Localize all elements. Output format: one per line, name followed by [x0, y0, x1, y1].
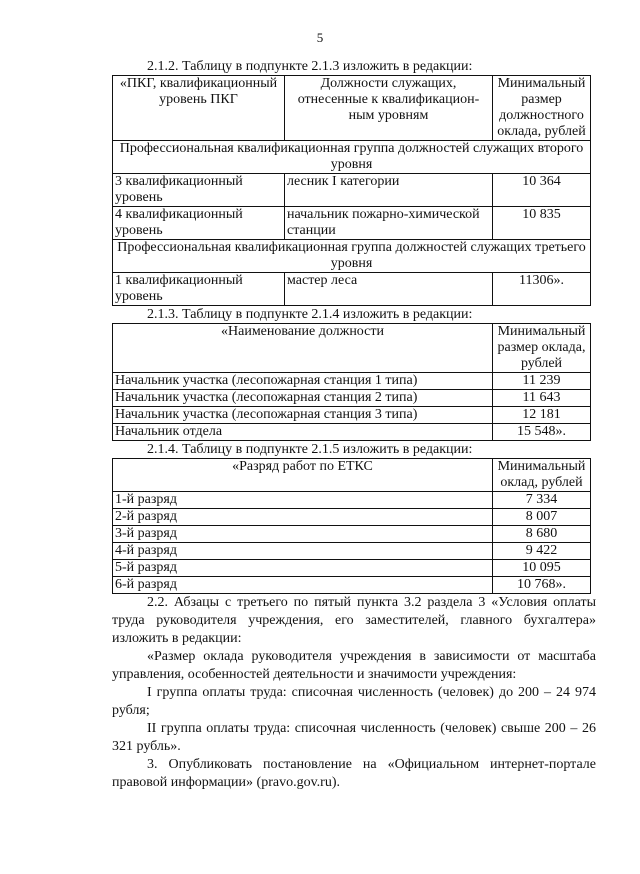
- position-cell: мастер леса: [285, 273, 493, 306]
- header-pkg: «ПКГ, квалификационный уровень ПКГ: [113, 76, 285, 141]
- salary-cell: 11 239: [493, 373, 591, 390]
- table-header-row: [113, 76, 591, 141]
- salary-cell: 11 643: [493, 390, 591, 407]
- header-position-name: «Наименование должности: [113, 324, 493, 373]
- salary-cell: 10 768».: [493, 577, 591, 594]
- table-row: [113, 509, 591, 526]
- table-row: [113, 373, 591, 390]
- grade-cell: 1-й разряд: [113, 492, 493, 509]
- table3-caption: 2.1.4. Таблицу в подпункте 2.1.5 изложить в редакции:: [147, 442, 473, 457]
- table1-caption: 2.1.2. Таблицу в подпункте 2.1.3 изложить в редакции:: [147, 59, 473, 74]
- table-row: [113, 526, 591, 543]
- position-name-cell: Начальник отдела: [113, 424, 493, 441]
- salary-cell: 8 007: [493, 509, 591, 526]
- table-header-row: [113, 324, 591, 373]
- group-title: Профессиональная квалификационная группа должностей служащих третьего уровня: [113, 240, 591, 273]
- table-pkg-salaries: [112, 75, 591, 306]
- level-cell: 3 квалификационный уровень: [113, 174, 285, 207]
- position-cell: лесник I категории: [285, 174, 493, 207]
- table-row: [113, 492, 591, 509]
- grade-cell: 4-й разряд: [113, 543, 493, 560]
- table-grade-salaries: [112, 458, 591, 594]
- group-row: [113, 141, 591, 174]
- table2-caption: 2.1.3. Таблицу в подпункте 2.1.4 изложить в редакции:: [147, 307, 473, 322]
- salary-cell: 10 364: [493, 174, 591, 207]
- header-positions: Должности служащих, отнесенные к квалификацион-ным уровням: [285, 76, 493, 141]
- body-text: [112, 594, 596, 792]
- position-cell: начальник пожарно-химической станции: [285, 207, 493, 240]
- table-row: [113, 273, 591, 306]
- table-row: [113, 207, 591, 240]
- salary-cell: 10 095: [493, 560, 591, 577]
- paragraph: 3. Опубликовать постановление на «Официальном интернет-портале правовой информации» (pravo.gov.ru).: [112, 757, 596, 790]
- table-row: [113, 424, 591, 441]
- salary-cell: 12 181: [493, 407, 591, 424]
- grade-cell: 2-й разряд: [113, 509, 493, 526]
- document-body: [112, 58, 602, 792]
- table-row: [113, 543, 591, 560]
- paragraph: I группа оплаты труда: списочная численность (человек) до 200 – 24 974 рубля;: [112, 685, 596, 718]
- paragraph: 2.2. Абзацы с третьего по пятый пункта 3.2 раздела 3 «Условия оплаты труда руководителя учреждения, его заместителей, главного бухгалтера» изложить в редакции:: [112, 595, 596, 646]
- header-grade: «Разряд работ по ЕТКС: [113, 459, 493, 492]
- position-name-cell: Начальник участка (лесопожарная станция 2 типа): [113, 390, 493, 407]
- paragraph: II группа оплаты труда: списочная численность (человек) свыше 200 – 26 321 рубль».: [112, 721, 596, 754]
- page-number: 5: [316, 30, 324, 45]
- salary-cell: 10 835: [493, 207, 591, 240]
- header-salary: Минимальный размер оклада, рублей: [493, 324, 591, 373]
- salary-cell: 15 548».: [493, 424, 591, 441]
- paragraph: «Размер оклада руководителя учреждения в зависимости от масштаба управления, особенностей деятельности и значимости учреждения:: [112, 649, 596, 682]
- salary-cell: 11306».: [493, 273, 591, 306]
- grade-cell: 3-й разряд: [113, 526, 493, 543]
- grade-cell: 5-й разряд: [113, 560, 493, 577]
- grade-cell: 6-й разряд: [113, 577, 493, 594]
- salary-cell: 8 680: [493, 526, 591, 543]
- salary-cell: 9 422: [493, 543, 591, 560]
- table-position-salaries: [112, 323, 591, 441]
- position-name-cell: Начальник участка (лесопожарная станция 3 типа): [113, 407, 493, 424]
- salary-cell: 7 334: [493, 492, 591, 509]
- header-salary: Минимальный оклад, рублей: [493, 459, 591, 492]
- position-name-cell: Начальник участка (лесопожарная станция 1 типа): [113, 373, 493, 390]
- table-row: [113, 560, 591, 577]
- level-cell: 4 квалификационный уровень: [113, 207, 285, 240]
- level-cell: 1 квалификационный уровень: [113, 273, 285, 306]
- group-row: [113, 240, 591, 273]
- table-row: [113, 577, 591, 594]
- table-row: [113, 407, 591, 424]
- table-row: [113, 174, 591, 207]
- table-header-row: [113, 459, 591, 492]
- header-salary: Минимальный размер должностного оклада, рублей: [493, 76, 591, 141]
- table-row: [113, 390, 591, 407]
- group-title: Профессиональная квалификационная группа должностей служащих второго уровня: [113, 141, 591, 174]
